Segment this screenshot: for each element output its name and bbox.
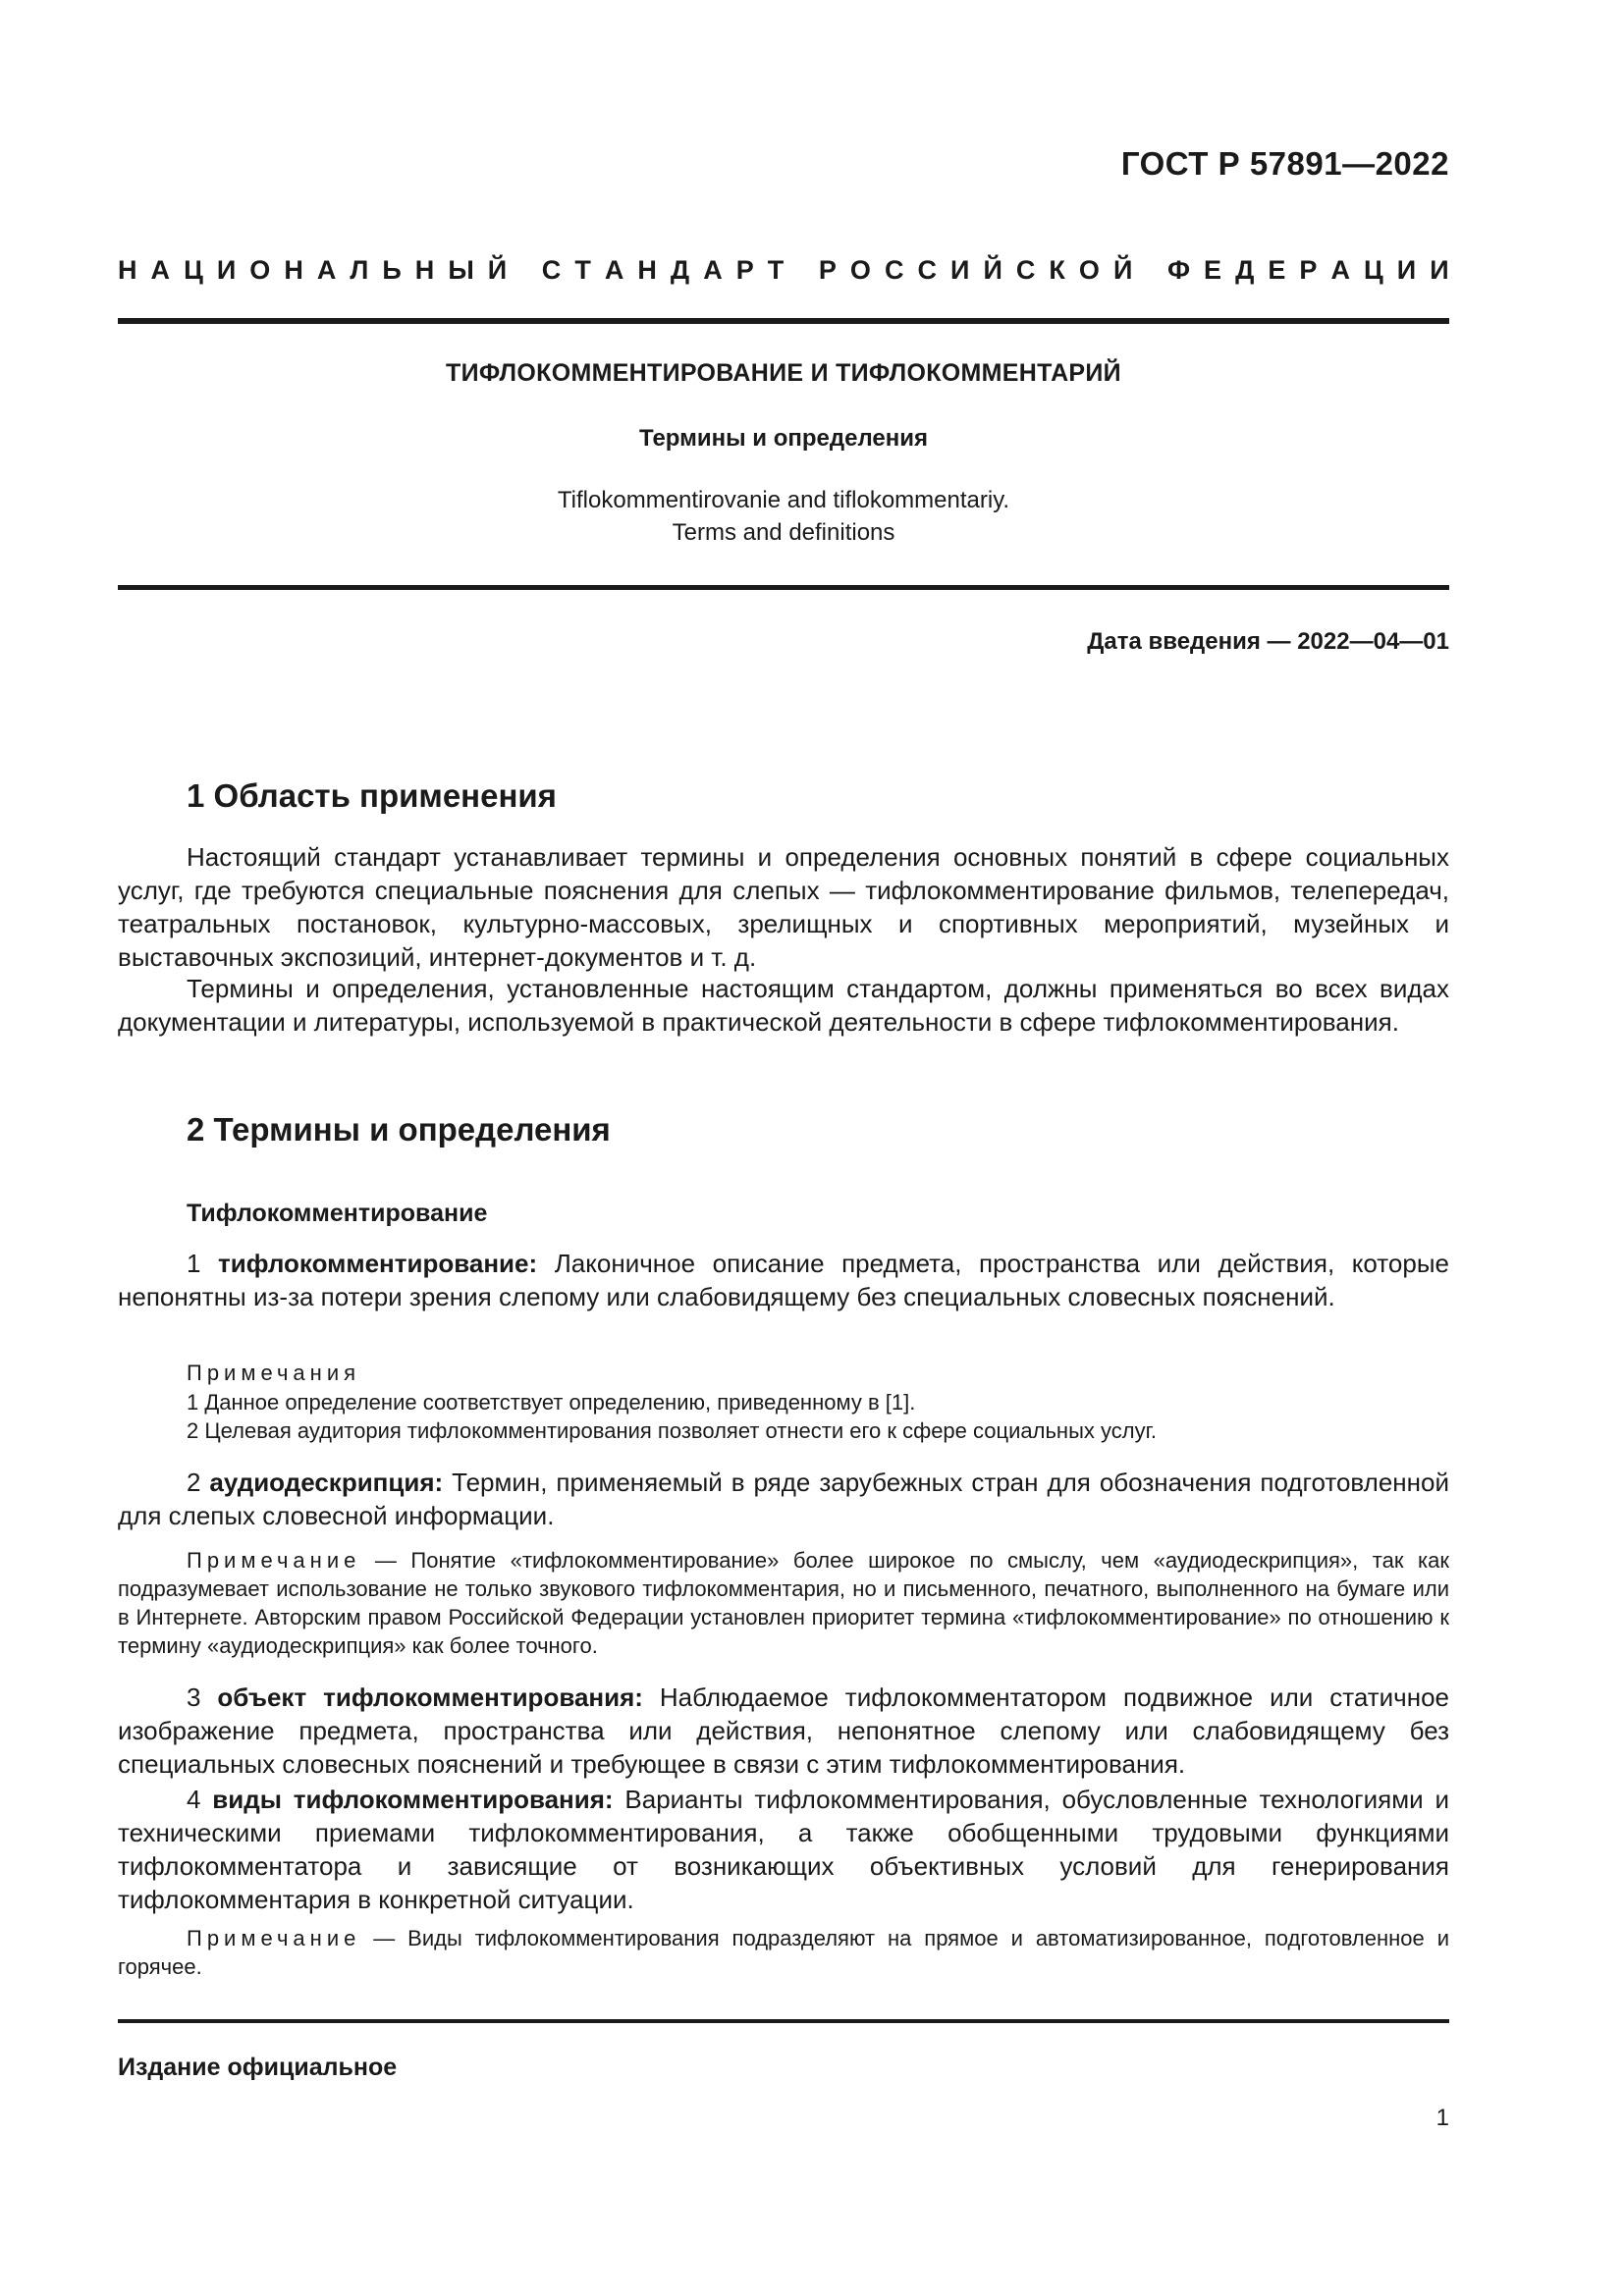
national-banner-letter: Р xyxy=(818,255,837,285)
term-1 xyxy=(118,1247,1449,1313)
term-1-notes-label: Примечания xyxy=(187,1361,361,1385)
term-2 xyxy=(118,1466,1449,1532)
national-banner-letter: Ц xyxy=(1363,255,1383,285)
national-banner-letter: С xyxy=(917,255,937,285)
national-banner-letter: Н xyxy=(414,255,435,285)
term-2-note-text: — Понятие «тифлокомментирование» более широкое по смыслу, чем «аудиодескрипция», так как подразумевает использование не только звукового тифлокомментария, но и письменного, печатного, выполненного на бумаге или в Интернете. Авторским правом Российской Федерации установлен приоритет термина «тифлокомментирование» по отношению к термину «аудиодескрипция» как более точного. xyxy=(118,1548,1449,1658)
term-2-note-label: Примечание xyxy=(187,1548,361,1573)
term-4-number: 4 xyxy=(187,1785,201,1814)
top-divider xyxy=(118,318,1449,324)
term-4-definition: Варианты тифлокомментирования, обусловленные технологиями и техническими приемами тифлокомментирования, а также обобщенными трудовыми функциями тифлокомментатора и зависящие от возникающих объективных условий для генерирования тифлокомментария в конкретной ситуации. xyxy=(118,1785,1449,1914)
section-1-paragraph-1: Настоящий стандарт устанавливает термины и определения основных понятий в сфере социальных услуг, где требуются специальные пояснения для слепых — тифлокомментирование фильмов, телепередач, театральных постановок, культурно-массовых, зрелищных и спортивных мероприятий, музейных и выставочных экспозиций, интернет-документов и т. д. xyxy=(118,842,1449,972)
national-banner-letter: Н xyxy=(284,255,303,285)
national-banner-letter: И xyxy=(1396,255,1417,285)
term-2-note xyxy=(118,1546,1449,1660)
national-banner-letter: А xyxy=(1330,255,1350,285)
national-banner-letter: И xyxy=(216,255,237,285)
national-banner-letter xyxy=(797,255,805,286)
national-banner-letter: Й xyxy=(1112,255,1133,285)
national-banner-letter: А xyxy=(604,255,624,285)
term-3 xyxy=(118,1681,1449,1781)
national-banner-letter: О xyxy=(849,255,871,285)
national-banner-letter: О xyxy=(1078,255,1100,285)
term-2-name: аудиодескрипция: xyxy=(209,1468,444,1497)
footer-divider xyxy=(118,2019,1449,2023)
national-banner-letter: Е xyxy=(1204,255,1222,285)
page-number: 1 xyxy=(1435,2105,1449,2131)
national-banner-letter: Н xyxy=(637,255,657,285)
term-3-definition: Наблюдаемое тифлокомментатором подвижное или статичное изображение предмета, пространства или действия, непонятное слепому или слабовидящему без специальных словесных пояснений и требующее в связи с этим тифлокомментирования. xyxy=(118,1682,1450,1779)
term-4 xyxy=(118,1783,1449,1916)
national-banner-letter: К xyxy=(1049,255,1065,285)
english-title-line1: Tiflokommentirovanie and tiflokommentariy. xyxy=(557,487,1010,513)
national-banner-letter: Ц xyxy=(184,255,203,285)
subsection-heading: Тифлокомментирование xyxy=(187,1200,488,1227)
national-banner-letter: И xyxy=(1430,255,1449,285)
national-banner-letter: Й xyxy=(983,255,1002,285)
standard-title: ТИФЛОКОММЕНТИРОВАНИЕ И ТИФЛОКОММЕНТАРИЙ xyxy=(446,359,1121,387)
national-banner-letter: Ь xyxy=(382,255,402,285)
national-standard-banner xyxy=(118,255,1449,286)
national-banner-letter: А xyxy=(150,255,171,285)
document-number: ГОСТ Р 57891—2022 xyxy=(1120,145,1449,182)
national-banner-letter: Р xyxy=(1299,255,1318,285)
official-edition-label: Издание официальное xyxy=(118,2054,398,2081)
section-2-heading: 2 Термины и определения xyxy=(187,1111,611,1148)
english-title xyxy=(118,484,1449,549)
term-2-number: 2 xyxy=(187,1468,201,1497)
term-4-note-text: — Виды тифлокомментирования подразделяют на прямое и автоматизированное, подготовленное и горячее. xyxy=(118,1926,1449,1979)
term-1-number: 1 xyxy=(187,1249,201,1278)
term-4-note-label: Примечание xyxy=(187,1926,361,1950)
term-1-name: тифлокомментирование: xyxy=(218,1249,538,1278)
english-title-line2: Terms and definitions xyxy=(672,519,895,546)
national-banner-letter: Д xyxy=(670,255,690,285)
title-divider xyxy=(118,585,1449,590)
national-banner-letter xyxy=(1146,255,1154,286)
term-4-note xyxy=(118,1924,1449,1981)
national-banner-letter xyxy=(520,255,528,286)
term-3-name: объект тифлокомментирования: xyxy=(217,1682,643,1712)
term-3-number: 3 xyxy=(187,1682,201,1712)
national-banner-letter: Д xyxy=(1235,255,1255,285)
term-1-note-2: 2 Целевая аудитория тифлокомментирования позволяет отнести его к сфере социальных услуг. xyxy=(187,1418,1158,1443)
national-banner-letter: О xyxy=(249,255,271,285)
national-banner-letter: Ы xyxy=(448,255,474,285)
national-banner-letter: Й xyxy=(487,255,508,285)
national-banner-letter: А xyxy=(703,255,723,285)
national-banner-letter: С xyxy=(541,255,562,285)
national-banner-letter: Т xyxy=(574,255,591,285)
term-1-note-1: 1 Данное определение соответствует определению, приведенному в [1]. xyxy=(187,1390,916,1415)
national-banner-letter: Ф xyxy=(1166,255,1190,285)
section-1-heading: 1 Область применения xyxy=(187,777,557,814)
introduction-date: Дата введения — 2022—04—01 xyxy=(1087,628,1449,655)
national-banner-letter: Н xyxy=(118,255,137,285)
national-banner-letter: С xyxy=(884,255,904,285)
national-banner-letter: Е xyxy=(1268,255,1286,285)
standard-subtitle: Термины и определения xyxy=(638,425,929,452)
national-banner-letter: С xyxy=(1015,255,1036,285)
national-banner-letter: И xyxy=(950,255,970,285)
term-1-definition: Лаконичное описание предмета, пространства или действия, которые непонятны из-за потери зрения слепому или слабовидящему без специальных словесных пояснений. xyxy=(118,1249,1449,1311)
term-2-definition: Термин, применяемый в ряде зарубежных стран для обозначения подготовленной для слепых словесной информации. xyxy=(118,1468,1449,1530)
term-4-name: виды тифлокомментирования: xyxy=(212,1785,614,1814)
national-banner-letter: Р xyxy=(735,255,754,285)
national-banner-letter: Л xyxy=(350,255,369,285)
section-1-paragraph-2: Термины и определения, установленные настоящим стандартом, должны применяться во всех видах документации и литературы, используемой в практической деятельности в сфере тифлокомментирования. xyxy=(118,974,1449,1037)
national-banner-letter: Т xyxy=(767,255,785,285)
national-banner-letter: А xyxy=(316,255,337,285)
